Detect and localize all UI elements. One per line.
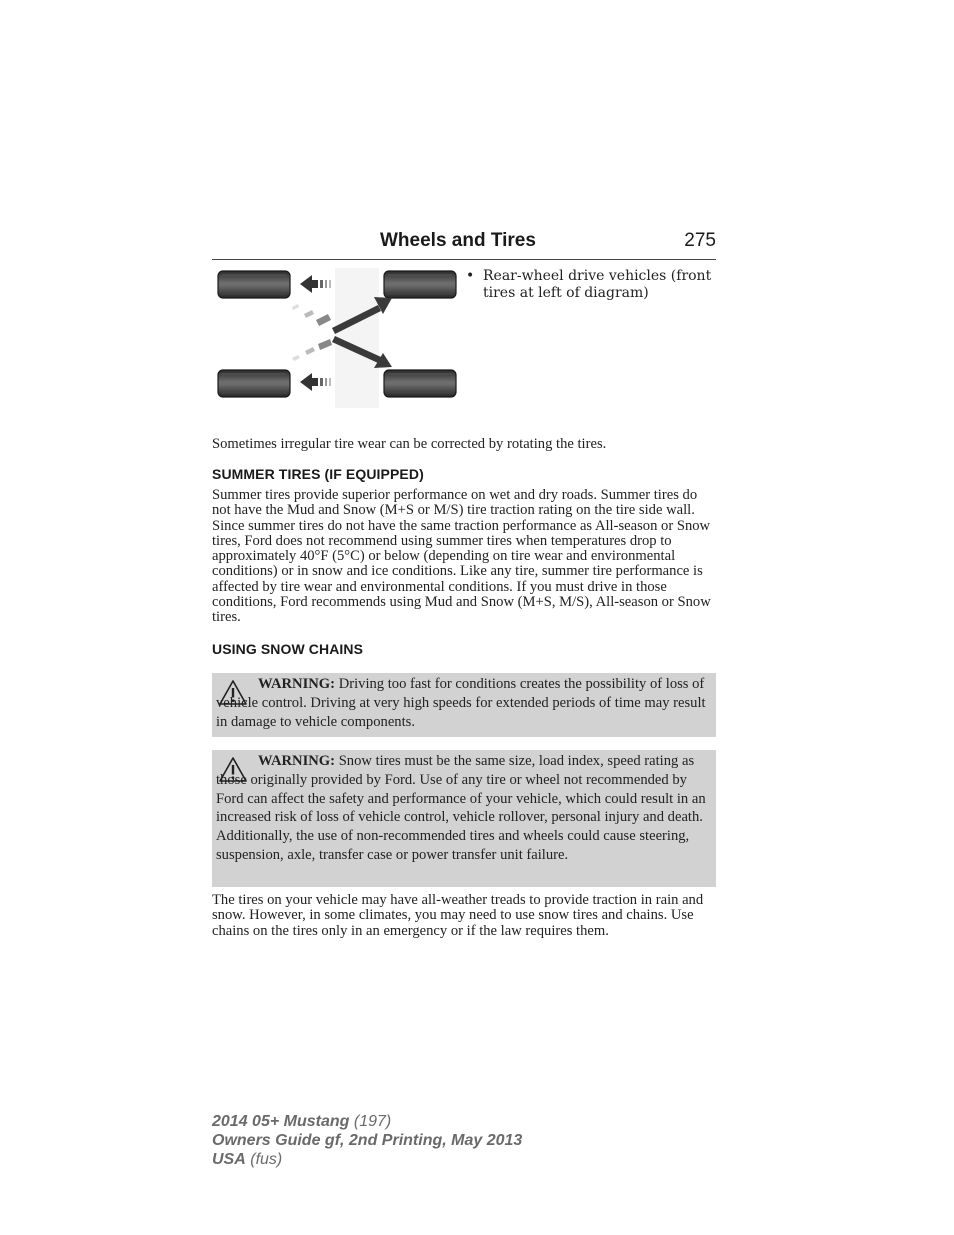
warning-label: WARNING: xyxy=(258,753,336,769)
warning-label: WARNING: xyxy=(258,676,336,692)
footer-line-model xyxy=(212,1112,522,1131)
footer-region-code: (fus) xyxy=(250,1151,283,1168)
section-title: Wheels and Tires xyxy=(380,230,536,251)
arrow-left-bottom xyxy=(300,373,331,391)
summer-tires-heading: SUMMER TIRES (IF EQUIPPED) xyxy=(212,466,424,482)
arrow-left-top xyxy=(300,275,331,293)
page-number: 275 xyxy=(684,230,716,251)
front-left-tire xyxy=(218,271,290,298)
caption-text: Rear-wheel drive vehicles (front tires at left of diagram) xyxy=(483,268,712,301)
front-right-tire xyxy=(218,370,290,397)
intro-paragraph: Sometimes irregular tire wear can be corrected by rotating the tires. xyxy=(212,436,607,452)
footer-model: 2014 05+ Mustang xyxy=(212,1113,350,1130)
footer-region: USA xyxy=(212,1151,246,1168)
footer-guide: Owners Guide gf, 2nd Printing, May 2013 xyxy=(212,1132,523,1149)
warning-text xyxy=(216,675,712,731)
center-strip xyxy=(335,268,379,408)
warning-body: Snow tires must be the same size, load index, speed rating as those originally provided by Ford. Use of any tire or wheel not recommended by Ford can affect the safety and performance of your vehicle, which could result in an increased risk of loss of vehicle control, vehicle rollover, personal injury and death. Additionally, the use of non-recommended tires and wheels could cause steering, suspension, axle, transfer case or power transfer unit failure. xyxy=(216,753,706,863)
warning-box-speed xyxy=(212,673,716,737)
page-footer xyxy=(212,1112,522,1169)
snow-chains-paragraph: The tires on your vehicle may have all-weather treads to provide traction in rain and snow. However, in some climates, you may need to use snow tires and chains. Use chains on the tires only in an emergency or if the law requires them. xyxy=(212,892,704,939)
rear-right-tire xyxy=(384,370,456,397)
tire-rotation-diagram xyxy=(212,264,462,412)
warning-body: Driving too fast for conditions creates the possibility of loss of vehicle control. Driving at very high speeds for extended periods of time may result in damage to vehicle components. xyxy=(216,676,706,730)
snow-chains-heading: USING SNOW CHAINS xyxy=(212,641,364,657)
warning-text xyxy=(216,752,712,865)
page-header xyxy=(212,229,716,260)
summer-tires-paragraph: Summer tires provide superior performance on wet and dry roads. Summer tires do not have the Mud and Snow (M+S or M/S) tire traction rating on the tire side wall. Since summer tires do not have the same traction performance as All-season or Snow tires, Ford does not recommend using summer tires when temperatures drop to approximately 40°F (5°C) or below (depending on tire wear and environmental conditions) or in snow and ice conditions. Like any tire, summer tire performance is affected by tire wear and environmental conditions. If you must drive in those conditions, Ford recommends using Mud and Snow (M+S, M/S), All-season or Snow tires. xyxy=(212,487,711,626)
footer-line-guide xyxy=(212,1131,522,1150)
footer-line-region xyxy=(212,1150,522,1169)
bullet-dot: • xyxy=(466,268,475,284)
rear-left-tire xyxy=(384,271,456,298)
footer-model-code: (197) xyxy=(353,1113,392,1130)
warning-box-snow-tires xyxy=(212,750,716,887)
